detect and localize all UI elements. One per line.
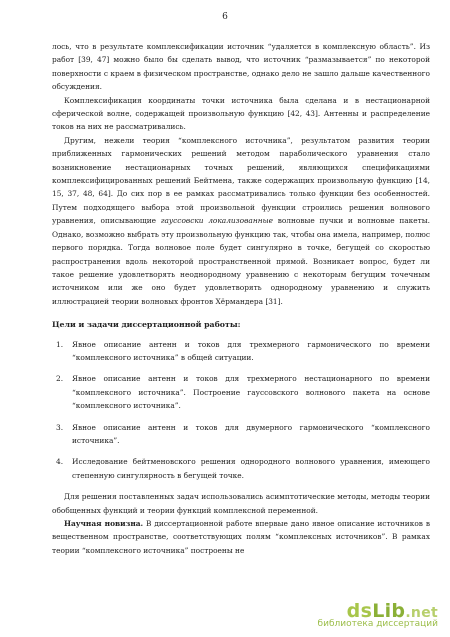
paragraph	[52, 134, 430, 308]
dslib-logo: dsLib.net	[346, 600, 438, 622]
emphasized-term: гауссовски локализованные	[160, 216, 273, 226]
list-item	[52, 372, 430, 412]
list-item-text: Явное описание антенн и токов для двумерного гармонического “комплексного источника”.	[72, 422, 430, 445]
list-item	[52, 338, 430, 365]
paragraph: лось, что в результате комплексификации источник “удаляется в комплексную область”. Из работ [39, 47] можно было бы сделать вывод, что источник “размазывается” по некоторой поверхности с краем в физическом пространстве, однако дело не зашло дальше качественного обсуждения.	[52, 42, 430, 92]
list-number: 2.	[56, 374, 64, 384]
watermark	[318, 600, 438, 629]
paragraph	[52, 517, 430, 557]
list-number: 4.	[56, 457, 64, 467]
list-item-text: Явное описание антенн и токов для трехмерного нестационарного по времени “комплексного источника”. Построение гауссовского волнового пакета на основе “комплексного источника”.	[72, 374, 430, 411]
list-item	[52, 421, 430, 448]
paragraph-text: Другим, нежели теория “комплексного источника”, результатом развития теории приближенных гармонических решений методом параболического уравнения стало возникновение нестационарных точных решений, являющихся спецификациями комплексифицированных решений Бейтмена, также содержащих произвольную функцию [14, 15, 37, 48, 64]. До сих пор в ее рамках рассматривались только функции без особенностей. Путем подходящего выбора этой произвольной функции строились решения волнового уравнения, описывающие	[52, 135, 430, 226]
document-body	[52, 40, 430, 557]
paragraph: Для решения поставленных задач использовались асимптотические методы, методы теории обобщенных функций и теории функций комплексной переменной.	[52, 492, 430, 515]
paragraph-text: В диссертационной работе впервые дано явное описание источников в вещественном пространстве, соответствующих полям “комплексных источников”. В рамках теории “комплексного источника” построены не	[52, 519, 430, 555]
paragraph-text: волновые пучки и волновые пакеты. Однако, возможно выбрать эту произвольную функцию так, чтобы она имела, например, полюс первого порядка. Тогда волновое поле будет сингулярно в точке, бегущей со скоростью распространения вдоль некоторой пространственной прямой. Возникает вопрос, будет ли такое решение удовлетворять неоднородному уравнению с некоторым бегущим точечным источником или же оно будет удовлетворять однородному уравнению и служить иллюстрацией теории волновых фронтов Хёрмандера [31].	[52, 216, 430, 306]
list-number: 1.	[56, 339, 64, 349]
list-item-text: Явное описание антенн и токов для трехмерного гармонического по времени “комплексного источника” в общей ситуации.	[72, 339, 430, 362]
paragraph: Комплексификация координаты точки источника была сделана и в нестационарной сферической волне, содержащей произвольную функцию [42, 43]. Антенны и распределение токов на них не рассматривались.	[52, 95, 430, 132]
list-item-text: Исследование бейтменовского решения однородного волнового уравнения, имеющего степенную сингулярность в бегущей точке.	[72, 457, 430, 480]
section-title: Цели и задачи диссертационной работы:	[52, 320, 241, 330]
novelty-label: Научная новизна.	[64, 519, 144, 528]
watermark-tagline: библиотека диссертаций	[317, 619, 438, 629]
goals-list	[52, 338, 430, 483]
list-item	[52, 455, 430, 482]
list-number: 3.	[56, 422, 64, 432]
page-number: 6	[222, 12, 228, 22]
